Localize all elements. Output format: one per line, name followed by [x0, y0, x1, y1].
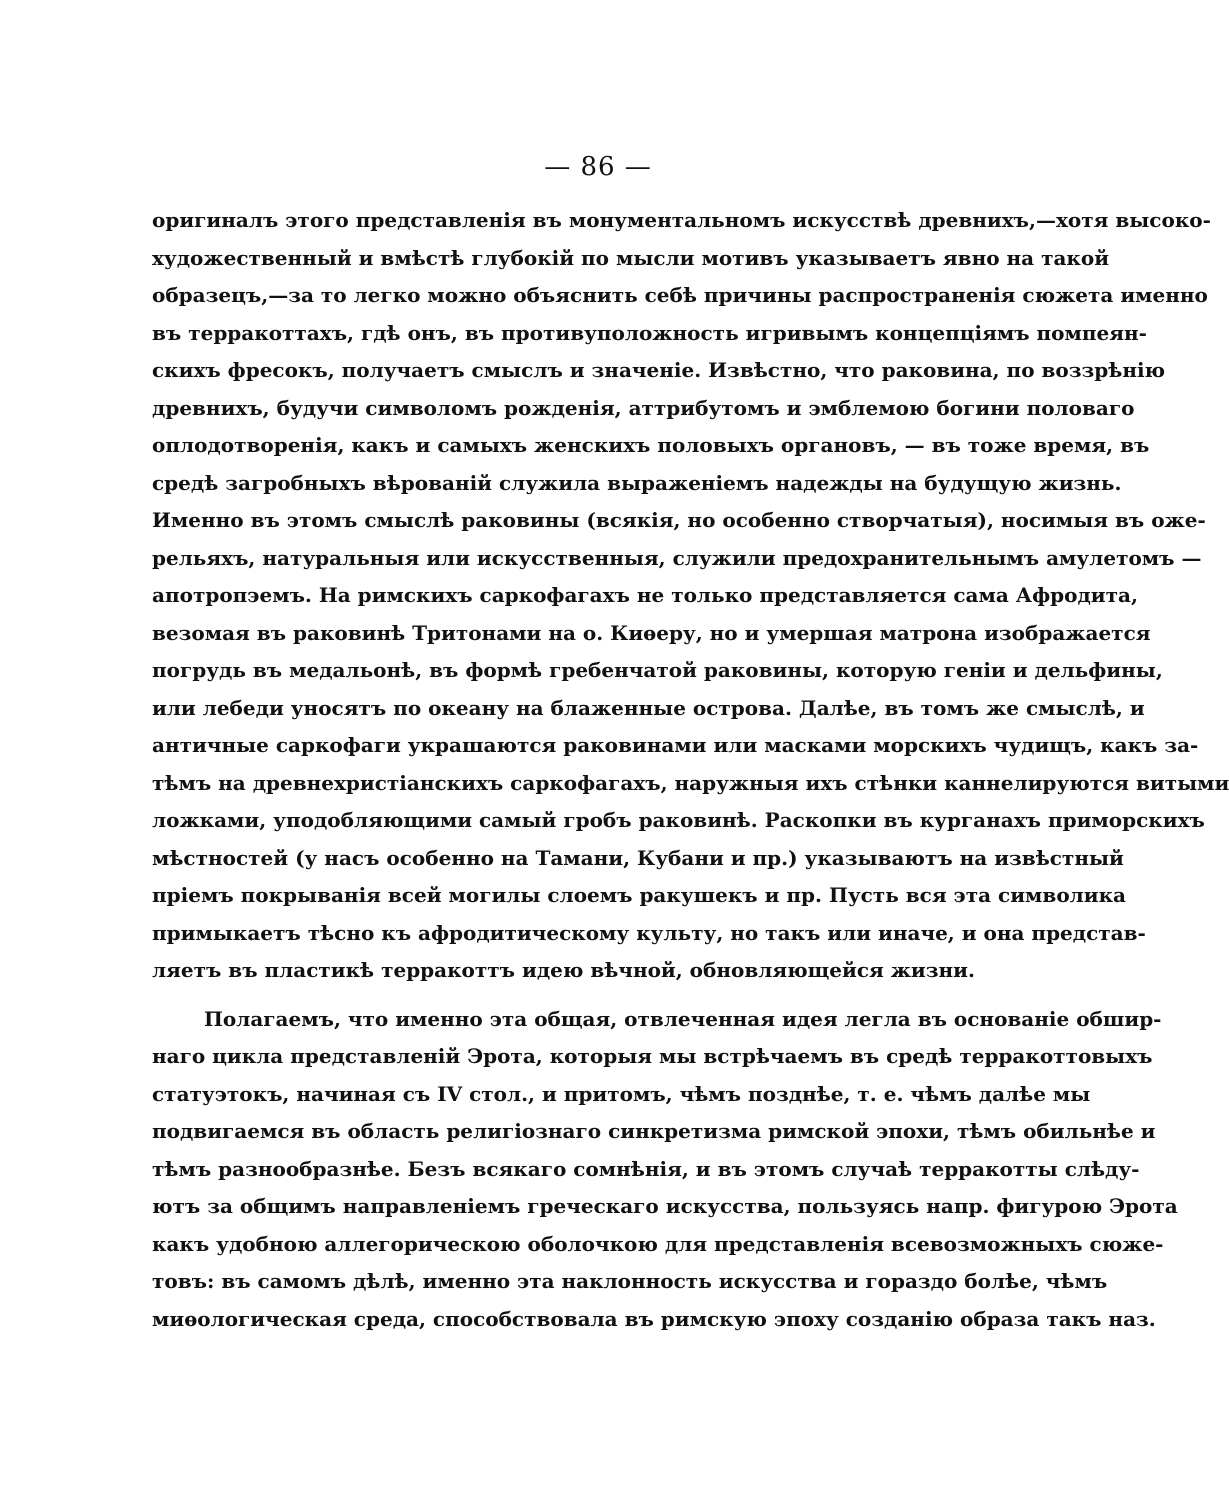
text-line: товъ: въ самомъ дѣлѣ, именно эта наклонность искусства и гораздо болѣе, чѣмъ: [152, 1269, 1108, 1293]
text-line: древнихъ, будучи символомъ рожденія, аттрибутомъ и эмблемою богини половаго: [152, 395, 1135, 420]
text-line: примыкаетъ тѣсно къ афродитическому культу, но такъ или иначе, и она представ-: [152, 920, 1146, 945]
paragraph-2: [152, 1001, 1178, 1339]
text-line: оплодотворенія, какъ и самыхъ женскихъ половыхъ органовъ, — въ тоже время, въ: [152, 433, 1150, 457]
text-line: пріемъ покрыванія всей могилы слоемъ ракушекъ и пр. Пусть вся эта символика: [152, 883, 1127, 907]
text-line: Полагаемъ, что именно эта общая, отвлеченная идея легла въ основаніе обшир-: [204, 1006, 1162, 1031]
text-line: художественный и вмѣстѣ глубокій по мысли мотивъ указываетъ явно на такой: [152, 245, 1110, 270]
text-line: ляетъ въ пластикѣ терракоттъ идею вѣчной, обновляющейся жизни.: [152, 958, 975, 982]
text-line: везомая въ раковинѣ Тритонами на о. Киѳеру, но и умершая матрона изображается: [152, 620, 1151, 645]
text-line: какъ удобною аллегорическою оболочкою для представленія всевозможныхъ сюже-: [152, 1231, 1164, 1256]
paragraph-gap: [152, 990, 1042, 1001]
text-line: ютъ за общимъ направленіемъ греческаго искусства, пользуясь напр. фигурою Эрота: [152, 1194, 1178, 1218]
text-line: Именно въ этомъ смыслѣ раковины (всякія, но особенно створчатыя), носимыя въ оже-: [152, 508, 1206, 532]
text-line: ложками, уподобляющими самый гробъ раковинѣ. Раскопки въ курганахъ приморскихъ: [152, 808, 1205, 832]
text-line: апотропэемъ. На римскихъ саркофагахъ не только представляется сама Афродита,: [152, 583, 1138, 607]
text-line: скихъ фресокъ, получаетъ смыслъ и значеніе. Извѣстно, что раковина, по воззрѣнію: [152, 358, 1166, 382]
text-line: мѣстностей (у насъ особенно на Тамани, Кубани и пр.) указываютъ на извѣстный: [152, 845, 1124, 870]
text-line: античные саркофаги украшаются раковинами или масками морскихъ чудищъ, какъ за-: [152, 733, 1199, 757]
text-line: оригиналъ этого представленія въ монументальномъ искусствѣ древнихъ,—хотя высоко-: [152, 208, 1211, 232]
text-line: въ терракоттахъ, гдѣ онъ, въ противуположность игривымъ концепціямъ помпеян-: [152, 320, 1147, 345]
text-line: рельяхъ, натуральныя или искусственныя, служили предохранительнымъ амулетомъ —: [152, 545, 1202, 570]
text-line: тѣмъ разнообразнѣе. Безъ всякаго сомнѣнія, и въ этомъ случаѣ терракотты слѣду-: [152, 1156, 1140, 1181]
text-line: наго цикла представленій Эрота, которыя мы встрѣчаемъ въ средѣ терракоттовыхъ: [152, 1044, 1153, 1068]
text-line: или лебеди уносятъ по океану на блаженные острова. Далѣе, въ томъ же смыслѣ, и: [152, 695, 1145, 720]
text-line: подвигаемся въ область религіознаго синкретизма римской эпохи, тѣмъ обильнѣе и: [152, 1119, 1156, 1143]
text-line: погрудь въ медальонѣ, въ формѣ гребенчатой раковины, которую геніи и дельфины,: [152, 658, 1163, 682]
text-line: статуэтокъ, начиная съ IV стол., и притомъ, чѣмъ позднѣе, т. е. чѣмъ далѣе мы: [152, 1081, 1091, 1106]
text-line: средѣ загробныхъ вѣрованій служила выраженіемъ надежды на будущую жизнь.: [152, 470, 1122, 495]
paragraph-1: [152, 202, 1229, 990]
text-line: миѳологическая среда, способствовала въ римскую эпоху созданію образа такъ наз.: [152, 1306, 1156, 1331]
text-line: тѣмъ на древнехристіанскихъ саркофагахъ, наружныя ихъ стѣнки каннелируются витыми: [152, 770, 1229, 795]
page-number: — 86 —: [544, 152, 652, 182]
text-line: образецъ,—за то легко можно объяснить себѣ причины распространенія сюжета именно: [152, 283, 1208, 307]
body-text: [152, 202, 1229, 1338]
